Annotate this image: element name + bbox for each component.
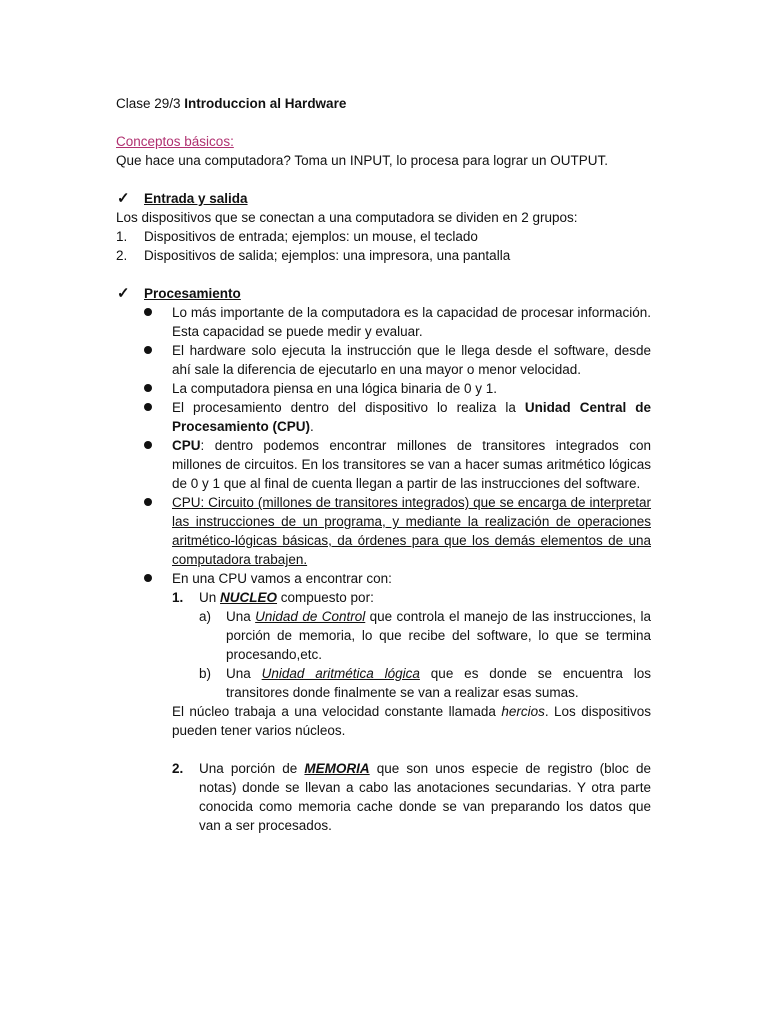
bullet-text: El hardware solo ejecuta la instrucción que le llega desde el software, desde — [172, 343, 651, 358]
hercios-term: hercios — [501, 704, 545, 719]
cpu-definition: aritmético-lógicas básicas, da órdenes para que los demás elementos de una — [172, 533, 651, 548]
class-date: Clase 29/3 — [116, 96, 185, 111]
list-number: 1. — [172, 590, 184, 605]
cpu-definition: CPU: Circuito (millones de transitores integrados) que se encarga de interpretar — [172, 495, 651, 510]
entrada-item-num: 1. — [116, 229, 128, 244]
list-number: 2. — [172, 761, 184, 776]
memoria-item: notas) donde se llevan a cabo las anotaciones secundarias. Y otra parte — [199, 780, 651, 795]
bullet-text: Esta capacidad se puede medir y evaluar. — [172, 324, 423, 339]
page-title — [116, 94, 346, 113]
conceptos-heading: Conceptos básicos: — [116, 134, 234, 149]
entrada-intro: Los dispositivos que se conectan a una computadora se dividen en 2 grupos: — [116, 210, 578, 225]
alu-term: Unidad aritmética lógica — [261, 666, 420, 681]
sub-item-text: transitores donde finalmente se van a realizar esas sumas. — [226, 685, 579, 700]
cpu-definition: computadora trabajen. — [172, 552, 308, 567]
bullet-icon — [144, 403, 152, 411]
sub-item-text: porción de memoria, lo que recibe del software, lo que se termina — [226, 628, 651, 643]
nucleo-note: pueden tener varios núcleos. — [172, 723, 346, 738]
entrada-item-text: Dispositivos de salida; ejemplos: una impresora, una pantalla — [144, 248, 511, 263]
bullet-text: La computadora piensa en una lógica binaria de 0 y 1. — [172, 381, 497, 396]
bullet-icon — [144, 384, 152, 392]
nucleo-item: Un NUCLEO compuesto por: — [199, 590, 374, 605]
bullet-text: El procesamiento dentro del dispositivo lo realiza la Unidad Central de — [172, 400, 651, 415]
sub-label: b) — [199, 666, 212, 681]
bullet-text: ahí sale la diferencia de ejecutarlo en una mayor o menor velocidad. — [172, 362, 581, 377]
sub-item-text: procesando,etc. — [226, 647, 323, 662]
bullet-text: de 0 y 1 que al final de cuenta llegan a partir de las instrucciones del software. — [172, 476, 641, 491]
title-text: Introduccion al Hardware — [184, 96, 347, 111]
bullet-icon — [144, 498, 152, 506]
bullet-text: CPU: dentro podemos encontrar millones de transitores integrados con — [172, 438, 651, 453]
cpu-definition: las instrucciones de un programa, y mediante la realización de operaciones — [172, 514, 651, 529]
sub-item-text: Una Unidad aritmética lógica que es donde se encuentra los — [226, 666, 651, 681]
bullet-icon — [144, 346, 152, 354]
entrada-heading: Entrada y salida — [144, 191, 248, 206]
bullet-text: Lo más importante de la computadora es la capacidad de procesar información. — [172, 305, 651, 320]
cpu-term: Unidad Central de — [524, 400, 651, 415]
entrada-item-text: Dispositivos de entrada; ejemplos: un mouse, el teclado — [144, 229, 478, 244]
cpu-term: Procesamiento (CPU) — [172, 419, 311, 434]
control-unit-term: Unidad de Control — [255, 609, 366, 624]
memoria-item: van a ser procesados. — [199, 818, 332, 833]
bullet-icon — [144, 574, 152, 582]
conceptos-text: Que hace una computadora? Toma un INPUT, lo procesa para lograr un OUTPUT. — [116, 153, 609, 168]
cpu-term: CPU — [172, 438, 201, 453]
nucleo-term: NUCLEO — [220, 590, 278, 605]
bullet-text: Procesamiento (CPU). — [172, 419, 314, 434]
memoria-term: MEMORIA — [304, 761, 370, 776]
sub-item-text: Una Unidad de Control que controla el manejo de las instrucciones, la — [226, 609, 651, 624]
checkmark-icon: ✓ — [117, 285, 130, 302]
bullet-icon — [144, 308, 152, 316]
memoria-item: conocida como memoria cache donde se van preparando los datos que — [199, 799, 651, 814]
sub-label: a) — [199, 609, 212, 624]
memoria-item: Una porción de MEMORIA que son unos especie de registro (bloc de — [199, 761, 651, 776]
bullet-text: En una CPU vamos a encontrar con: — [172, 571, 392, 586]
nucleo-note: El núcleo trabaja a una velocidad constante llamada hercios. Los dispositivos — [172, 704, 651, 719]
procesamiento-heading: Procesamiento — [144, 286, 241, 301]
bullet-icon — [144, 441, 152, 449]
checkmark-icon: ✓ — [117, 190, 130, 207]
entrada-item-num: 2. — [116, 248, 128, 263]
bullet-text: millones de circuitos. En los transitores se van a hacer sumas aritmético lógicas — [172, 457, 651, 472]
